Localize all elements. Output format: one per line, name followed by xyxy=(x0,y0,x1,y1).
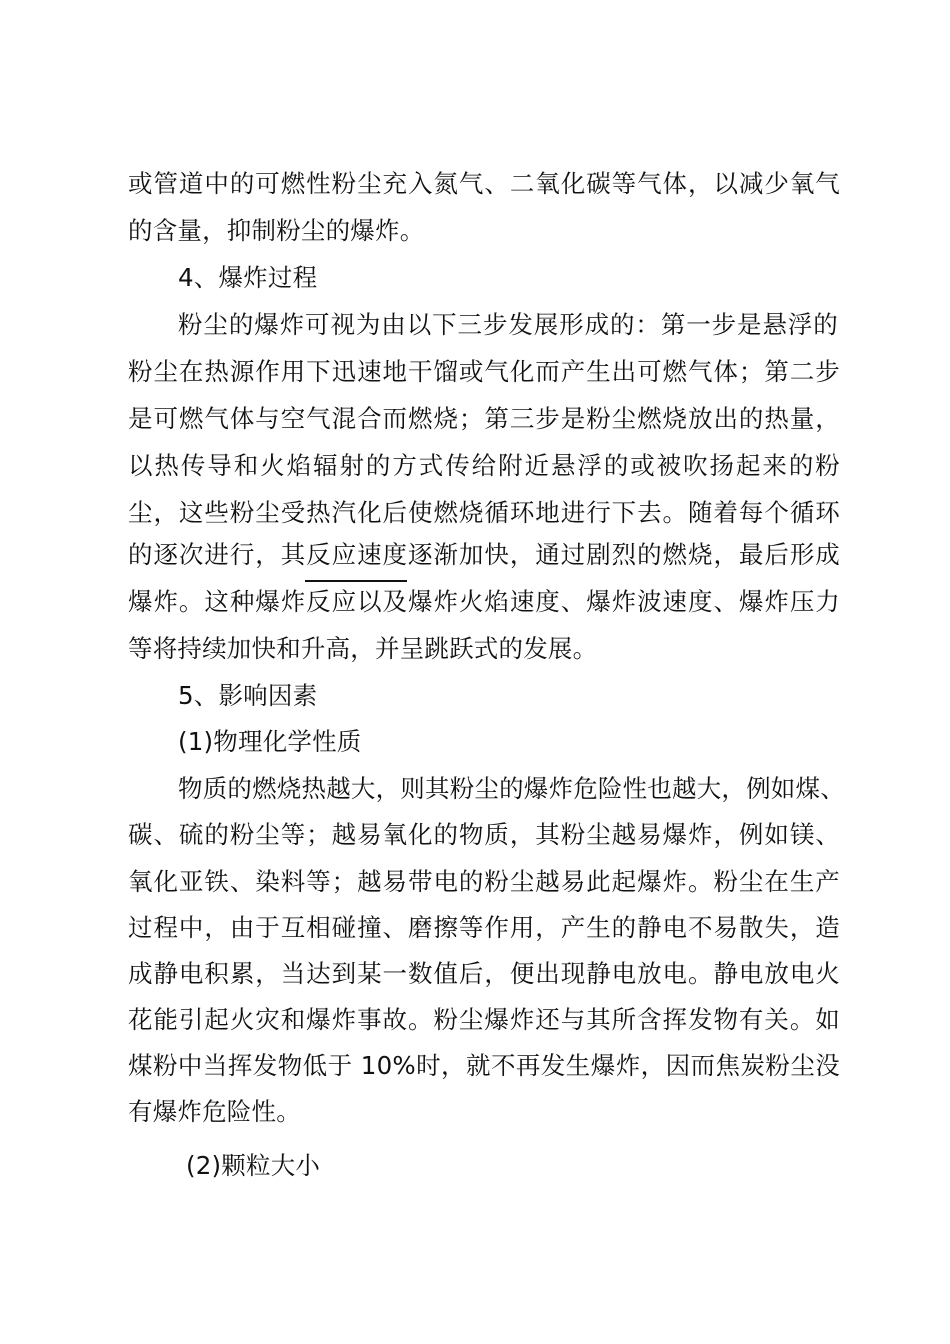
paragraph-line: 氧化亚铁、染料等；越易带电的粉尘越易此起爆炸。粉尘在生产 xyxy=(128,867,840,896)
paragraph-line: 尘，这些粉尘受热汽化后使燃烧循环地进行下去。随着每个循环 xyxy=(128,498,840,527)
paragraph-line: 等将持续加快和升高，并呈跳跃式的发展。 xyxy=(128,634,598,663)
paragraph-line: 物质的燃烧热越大，则其粉尘的爆炸危险性也越大，例如煤、 xyxy=(178,774,845,803)
paragraph-line: 过程中，由于互相碰撞、磨擦等作用，产生的静电不易散失，造 xyxy=(128,913,840,942)
paragraph-line: 的含量，抑制粉尘的爆炸。 xyxy=(128,216,425,245)
subheading-physical-chemical-properties: (1)物理化学性质 xyxy=(178,727,362,756)
paragraph-line: 粉尘的爆炸可视为由以下三步发展形成的：第一步是悬浮的 xyxy=(178,310,838,339)
paragraph-line: 花能引起火灾和爆炸事故。粉尘爆炸还与其所含挥发物有关。如 xyxy=(128,1005,840,1034)
section-heading-influencing-factors: 5、影响因素 xyxy=(178,681,318,710)
subheading-particle-size: (2)颗粒大小 xyxy=(186,1151,321,1180)
paragraph-line: 煤粉中当挥发物低于 10%时，就不再发生爆炸，因而焦炭粉尘没 xyxy=(128,1051,840,1080)
paragraph-line: 粉尘在热源作用下迅速地干馏或气化而产生出可燃气体；第二步 xyxy=(128,357,840,386)
paragraph-line: 以热传导和火焰辐射的方式传给附近悬浮的或被吹扬起来的粉 xyxy=(128,451,840,480)
paragraph-line: 的逐次进行，其反应速度逐渐加快，通过剧烈的燃烧，最后形成 xyxy=(128,540,840,569)
paragraph-line: 是可燃气体与空气混合而燃烧；第三步是粉尘燃烧放出的热量， xyxy=(128,404,840,433)
paragraph-line: 有爆炸危险性。 xyxy=(128,1097,301,1126)
paragraph-line: 或管道中的可燃性粉尘充入氮气、二氧化碳等气体，以减少氧气 xyxy=(128,169,840,198)
paragraph-line: 爆炸。这种爆炸反应以及爆炸火焰速度、爆炸波速度、爆炸压力 xyxy=(128,587,840,616)
section-heading-explosion-process: 4、爆炸过程 xyxy=(178,263,318,292)
paragraph-line: 碳、硫的粉尘等；越易氧化的物质，其粉尘越易爆炸，例如镁、 xyxy=(128,820,840,849)
paragraph-line: 成静电积累，当达到某一数值后，便出现静电放电。静电放电火 xyxy=(128,959,840,988)
overline-mark xyxy=(305,580,407,582)
